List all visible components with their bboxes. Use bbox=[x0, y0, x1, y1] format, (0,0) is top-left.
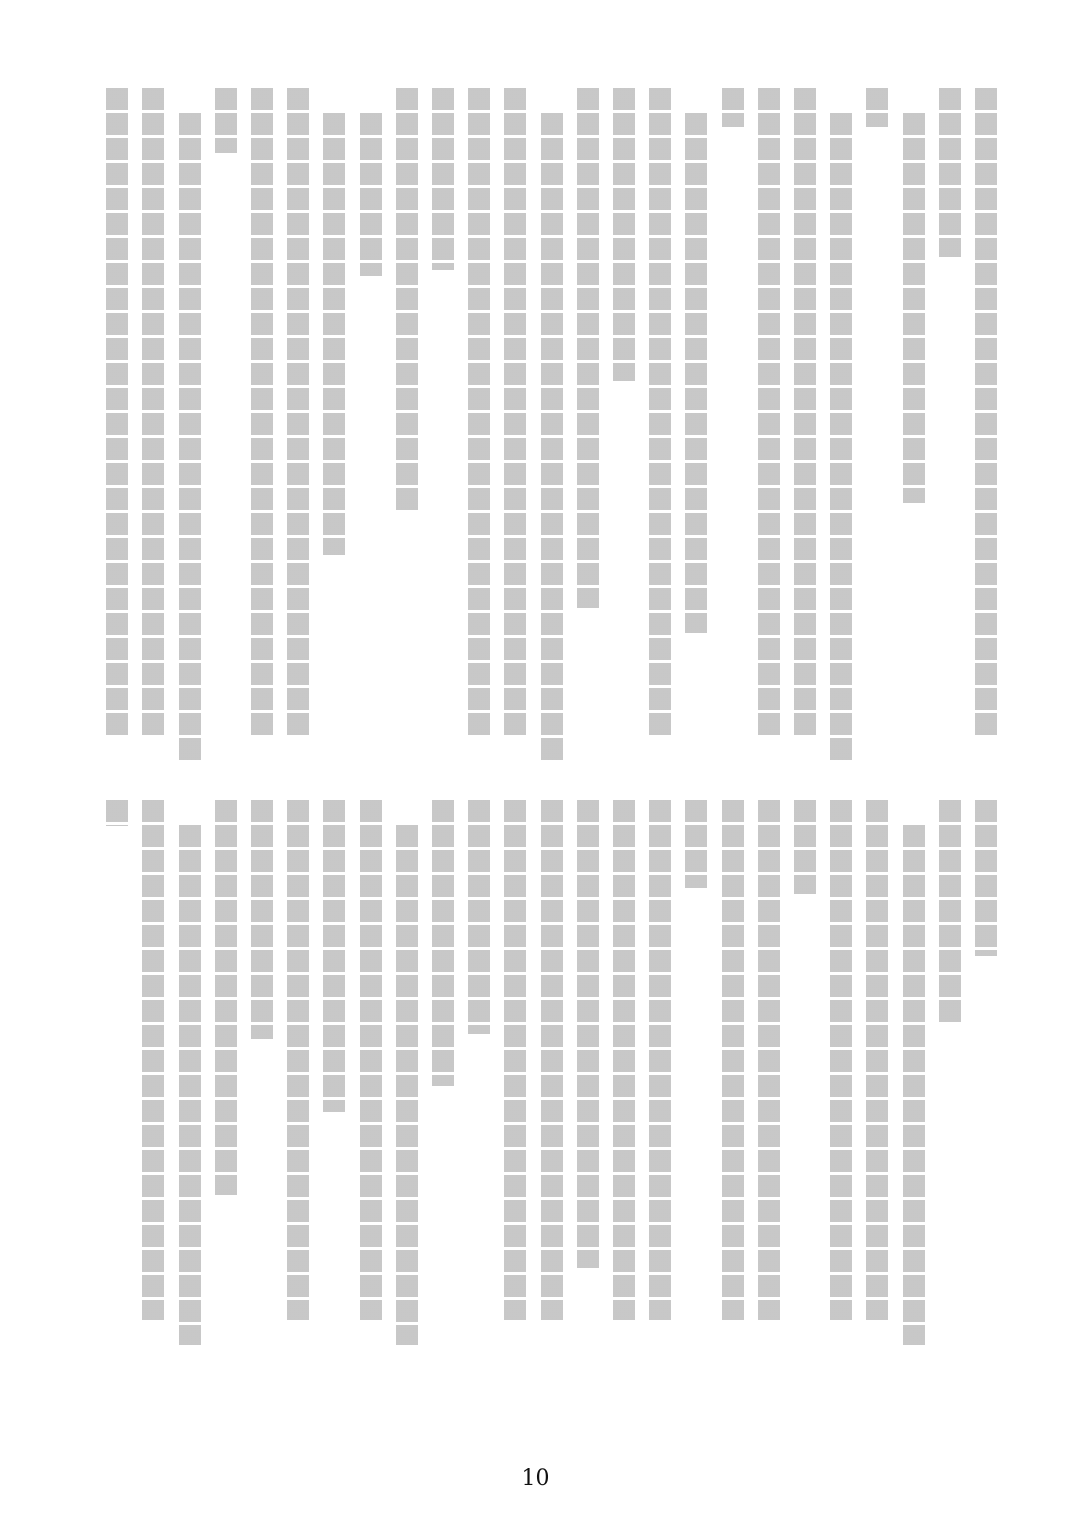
text-column bbox=[287, 88, 309, 738]
text-column bbox=[866, 88, 888, 127]
text-column bbox=[613, 88, 635, 381]
text-column bbox=[685, 800, 707, 888]
text-column bbox=[649, 88, 671, 738]
page-number: 10 bbox=[521, 1466, 550, 1491]
text-column bbox=[903, 825, 925, 1345]
text-column bbox=[106, 800, 128, 826]
text-column bbox=[432, 88, 454, 270]
text-column bbox=[758, 800, 780, 1320]
text-column bbox=[468, 800, 490, 1034]
text-column bbox=[179, 113, 201, 763]
text-column bbox=[541, 113, 563, 763]
text-column bbox=[179, 825, 201, 1345]
text-column bbox=[975, 88, 997, 738]
text-column bbox=[649, 800, 671, 1320]
text-column bbox=[215, 800, 237, 1195]
text-column bbox=[251, 800, 273, 1039]
text-column bbox=[722, 800, 744, 1320]
text-column bbox=[360, 113, 382, 276]
text-column bbox=[613, 800, 635, 1320]
text-column bbox=[142, 800, 164, 1320]
text-column bbox=[287, 800, 309, 1320]
text-column bbox=[432, 800, 454, 1086]
text-column bbox=[396, 825, 418, 1345]
text-column bbox=[939, 88, 961, 257]
text-column bbox=[577, 88, 599, 608]
text-column bbox=[468, 88, 490, 738]
text-column bbox=[251, 88, 273, 738]
text-column bbox=[323, 113, 345, 555]
text-column bbox=[866, 800, 888, 1320]
text-column bbox=[830, 113, 852, 763]
text-column bbox=[794, 88, 816, 738]
text-column bbox=[939, 800, 961, 1024]
text-column bbox=[215, 88, 237, 153]
text-column bbox=[504, 88, 526, 738]
text-column bbox=[142, 88, 164, 738]
text-column bbox=[903, 113, 925, 503]
text-column bbox=[106, 88, 128, 738]
text-column bbox=[577, 800, 599, 1268]
text-column bbox=[541, 800, 563, 1320]
text-column bbox=[758, 88, 780, 738]
text-column bbox=[396, 88, 418, 511]
text-column bbox=[685, 113, 707, 633]
text-column bbox=[323, 800, 345, 1112]
text-column bbox=[794, 800, 816, 894]
text-column bbox=[722, 88, 744, 127]
text-column bbox=[504, 800, 526, 1320]
text-column bbox=[830, 800, 852, 1320]
text-column bbox=[975, 800, 997, 956]
text-column bbox=[360, 800, 382, 1320]
